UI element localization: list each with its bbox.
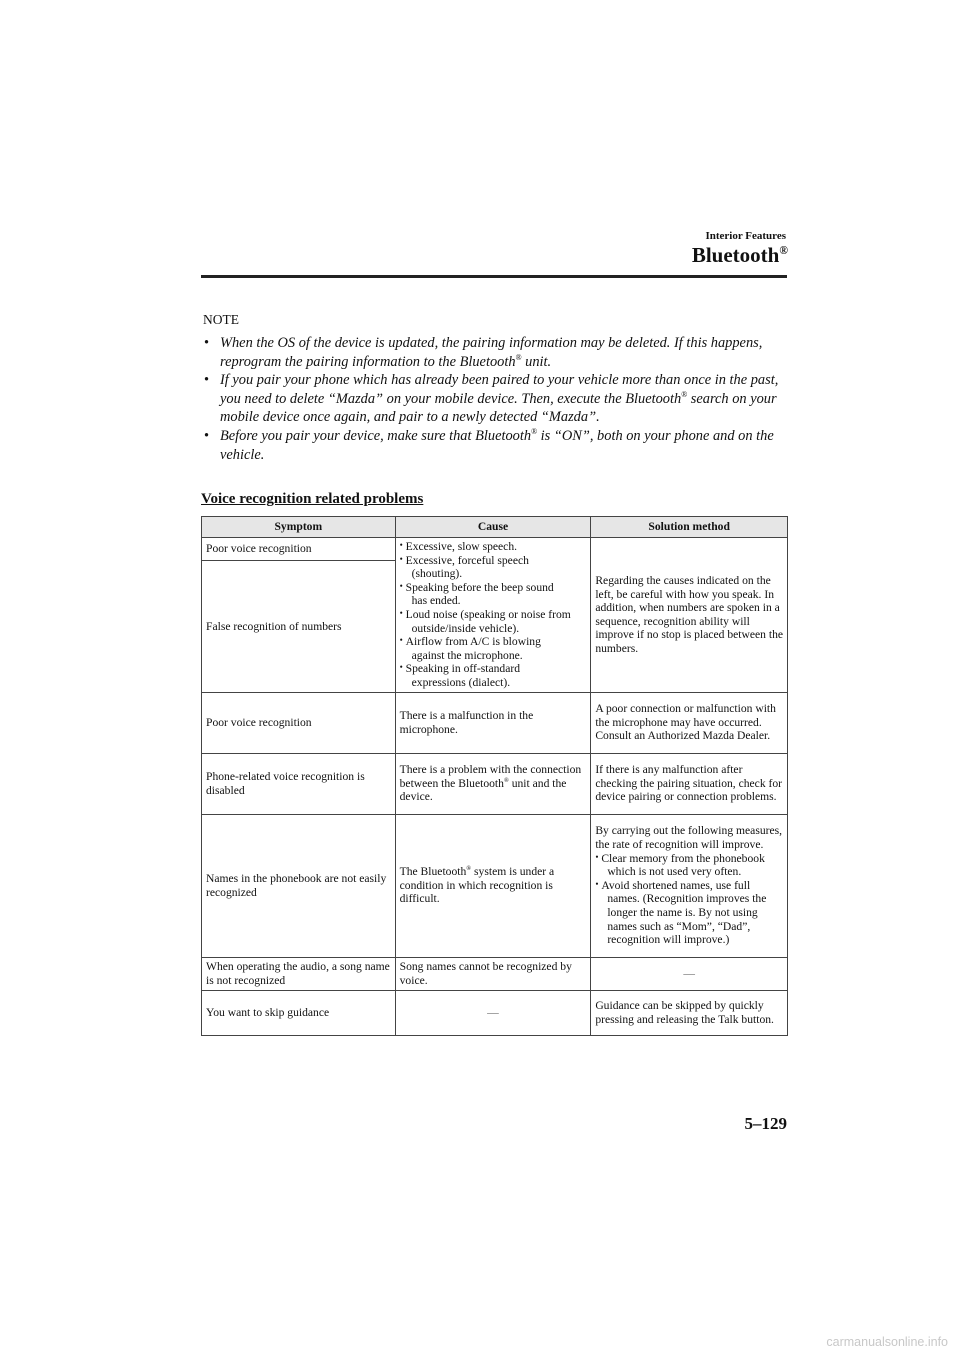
symptom-cell: You want to skip guidance bbox=[202, 990, 396, 1035]
note-item: • If you pair your phone which has already been paired to your vehicle more than once in the past, you need to delete “Mazda” on your mobile device. Then, execute the Bluetooth® search on your mobile device once again, and pair to a newly detected “Mazda”. bbox=[204, 372, 779, 426]
symptom-cell: Poor voice recognition bbox=[202, 538, 396, 561]
bullet-icon: • bbox=[595, 851, 599, 862]
note-item: • Before you pair your device, make sure that Bluetooth® is “ON”, both on your phone and on the vehicle. bbox=[204, 427, 774, 463]
header-cause: Cause bbox=[395, 517, 591, 538]
bullet-icon: • bbox=[399, 540, 403, 550]
table-row bbox=[202, 814, 788, 957]
table-row bbox=[202, 753, 788, 814]
list-item: • Airflow from A/C is blowing against the microphone. bbox=[399, 635, 541, 662]
table-header-row bbox=[202, 517, 788, 538]
solution-list bbox=[595, 852, 783, 947]
list-item: • Speaking in off-standard expressions (dialect). bbox=[399, 662, 521, 689]
solution-cell: — bbox=[591, 957, 788, 990]
symptom-cell: Names in the phonebook are not easily recognized bbox=[202, 814, 396, 957]
bullet-icon: • bbox=[399, 662, 403, 673]
registered-mark: ® bbox=[779, 245, 788, 257]
table-row bbox=[202, 538, 788, 561]
bullet-icon: • bbox=[204, 335, 210, 351]
bullet-icon: • bbox=[204, 372, 210, 389]
list-item: • Avoid shortened names, use full names. (Recognition improves the longer the name is. By not using names such as “Mom”, “Dad”, recognition will improve.) bbox=[595, 878, 767, 947]
title-text: Bluetooth bbox=[691, 243, 780, 267]
note-list bbox=[203, 334, 788, 464]
solution-cell: Guidance can be skipped by quickly pressing and releasing the Talk button. bbox=[591, 990, 788, 1035]
note-box bbox=[203, 312, 788, 464]
bullet-icon: • bbox=[399, 580, 403, 591]
list-item: • Speaking before the beep sound has ended. bbox=[399, 580, 554, 608]
list-item: • Excessive, forceful speech (shouting). bbox=[399, 553, 529, 581]
cause-cell: Song names cannot be recognized by voice. bbox=[395, 957, 591, 990]
table-row bbox=[202, 957, 788, 990]
chapter-label: Interior Features bbox=[705, 230, 786, 242]
bullet-icon: • bbox=[399, 635, 403, 646]
note-heading: NOTE bbox=[203, 312, 239, 327]
cause-cell: There is a problem with the connection between the Bluetooth® unit and the device. bbox=[395, 753, 591, 814]
bullet-icon: • bbox=[399, 607, 403, 618]
troubleshooting-table bbox=[201, 516, 788, 1036]
bullet-icon: • bbox=[399, 553, 403, 564]
solution-cell: Regarding the causes indicated on the left, be careful with how you speak. In addition, when numbers are spoken in a sequence, recognition ability will improve if no stop is placed between the numbers. bbox=[591, 538, 788, 693]
list-item: • Loud noise (speaking or noise from outside/inside vehicle). bbox=[399, 607, 571, 635]
table-row bbox=[202, 692, 788, 753]
symptom-cell: When operating the audio, a song name is not recognized bbox=[202, 957, 396, 990]
bullet-icon: • bbox=[595, 878, 599, 889]
cause-cell bbox=[395, 538, 591, 693]
table-row bbox=[202, 990, 788, 1035]
symptom-cell: Phone-related voice recognition is disabled bbox=[202, 753, 396, 814]
symptom-cell: False recognition of numbers bbox=[202, 561, 396, 692]
section-title: Voice recognition related problems bbox=[201, 491, 424, 507]
solution-cell: By carrying out the following measures, the rate of recognition will improve. • Clear memory from the phonebook which is not used very often. • Avoid shortened names, use full names. (Recognition improves the longer the name is. By not using names such as “Mom”, “Dad”, recognition will improve.) bbox=[591, 814, 788, 957]
note-item: • When the OS of the device is updated, the pairing information may be deleted. If this happens, reprogram the pairing information to the Bluetooth® unit. bbox=[204, 335, 763, 370]
solution-cell: If there is any malfunction after checking the pairing situation, check for device pairing or connection problems. bbox=[591, 753, 788, 814]
cause-cell: The Bluetooth® system is under a condition in which recognition is difficult. bbox=[395, 814, 591, 957]
page-title bbox=[692, 243, 788, 268]
header-symptom: Symptom bbox=[202, 517, 396, 538]
solution-cell: A poor connection or malfunction with the microphone may have occurred. Consult an Authorized Mazda Dealer. bbox=[591, 692, 788, 753]
cause-cell: There is a malfunction in the microphone. bbox=[395, 692, 591, 753]
cause-list bbox=[400, 540, 587, 690]
list-item: • Clear memory from the phonebook which is not used very often. bbox=[595, 851, 765, 879]
watermark: carmanualsonline.info bbox=[826, 1335, 948, 1349]
header-rule bbox=[201, 275, 787, 278]
page-number: 5–129 bbox=[744, 1114, 787, 1133]
header-solution: Solution method bbox=[591, 517, 788, 538]
symptom-cell: Poor voice recognition bbox=[202, 692, 396, 753]
cause-cell: — bbox=[395, 990, 591, 1035]
list-item: • Excessive, slow speech. bbox=[399, 540, 518, 553]
bullet-icon: • bbox=[204, 427, 210, 444]
